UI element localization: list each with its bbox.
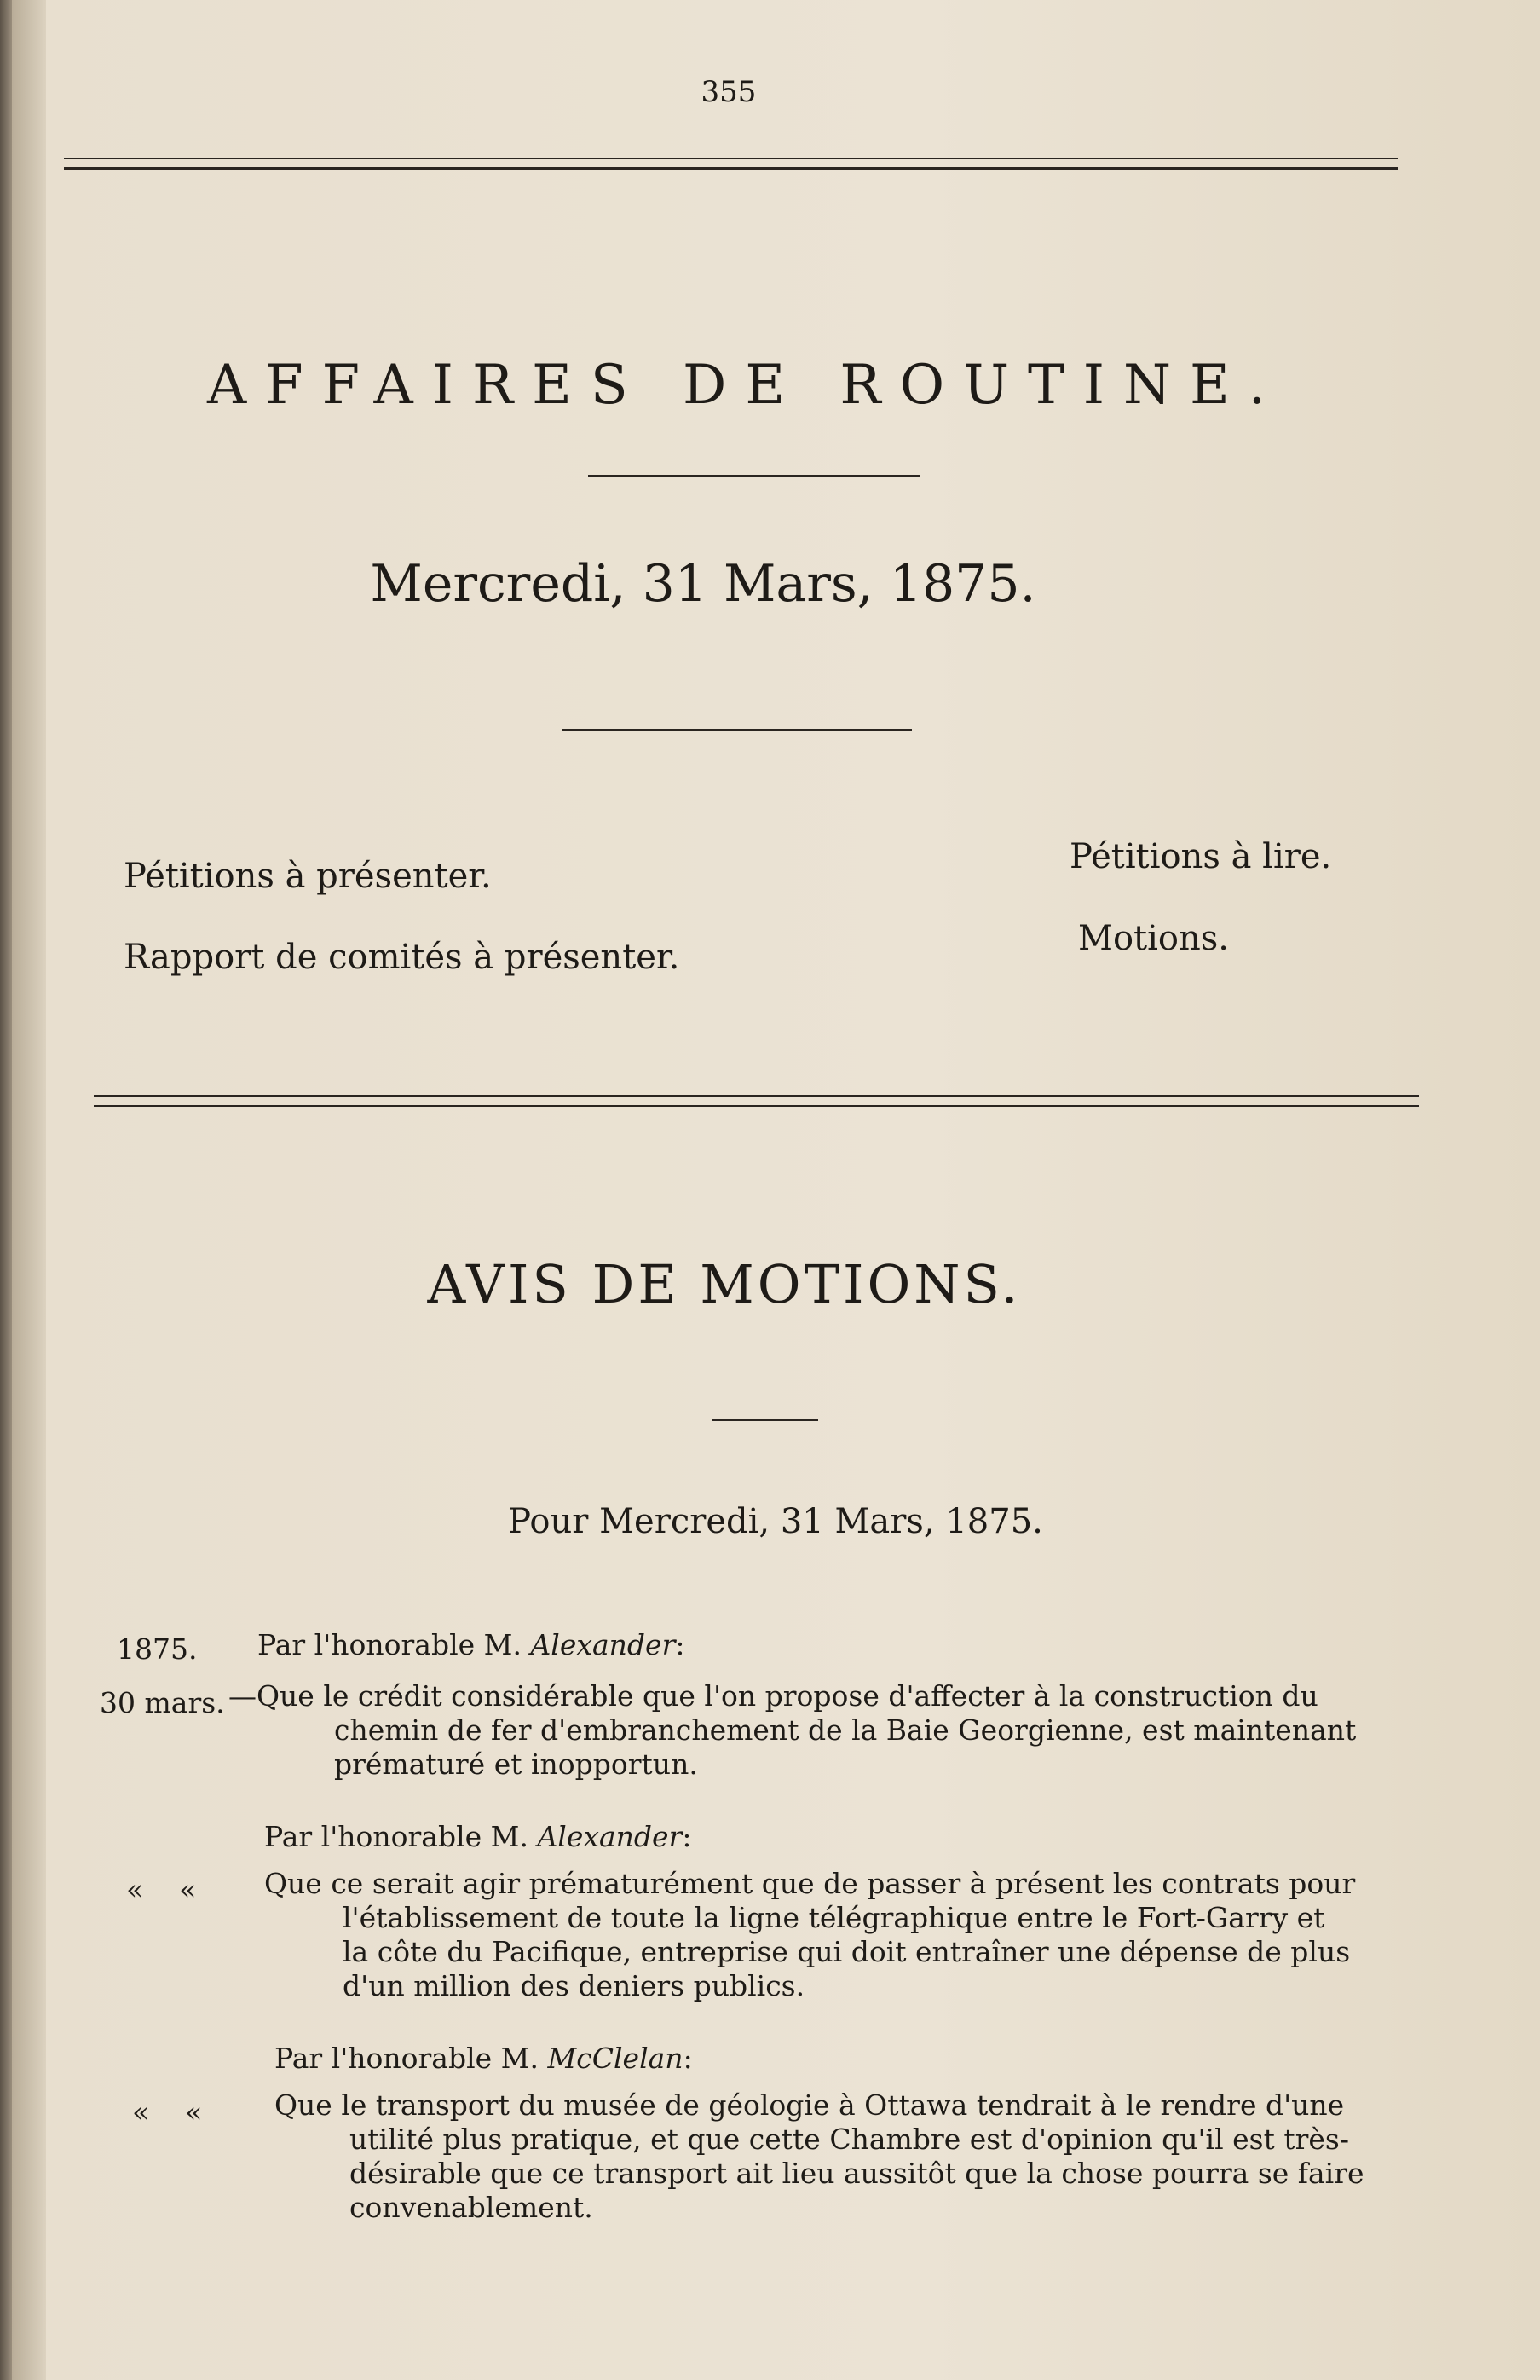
binding-shadow [12, 0, 46, 2380]
notices-year: 1875. [117, 1632, 198, 1666]
entry-2-by [264, 1820, 691, 1854]
entry-1-date: 30 mars. [100, 1686, 225, 1719]
entry-3-by [274, 2042, 693, 2076]
routine-right-item-2: Motions. [1078, 919, 1229, 958]
short-rule-3 [712, 1419, 818, 1421]
middle-rule-2 [94, 1105, 1419, 1107]
notices-date: Pour Mercredi, 31 Mars, 1875. [508, 1502, 1043, 1541]
entry-2-line-3: la côte du Pacifique, entreprise qui doit entraîner une dépense de plus [343, 1935, 1351, 1968]
routine-title: AFFAIRES DE ROUTINE. [206, 354, 1285, 417]
entry-3-by-name: McClelan [547, 2042, 683, 2075]
routine-left-item-2: Rapport de comités à présenter. [124, 938, 680, 977]
notices-title: AVIS DE MOTIONS. [427, 1253, 1022, 1315]
entry-2-date: « « [126, 1873, 197, 1906]
routine-left-item-1: Pétitions à présenter. [124, 857, 492, 896]
entry-1-by [257, 1628, 684, 1662]
short-rule-1 [588, 475, 920, 477]
entry-1-line-1: —Que le crédit considérable que l'on propose d'affecter à la construction du [228, 1679, 1318, 1713]
entry-1-by-name: Alexander [530, 1628, 676, 1661]
entry-3-line-2: utilité plus pratique, et que cette Chambre est d'opinion qu'il est très- [349, 2123, 1349, 2156]
entry-3-text [274, 2088, 1468, 2225]
entry-2-text [264, 1867, 1457, 2003]
middle-rule-1 [94, 1095, 1419, 1097]
entry-1-by-prefix: Par l'honorable M. [257, 1628, 522, 1661]
short-rule-2 [562, 729, 912, 731]
entry-2-by-name: Alexander [537, 1820, 683, 1853]
entry-3-line-1: Que le transport du musée de géologie à Ottawa tendrait à le rendre d'une [274, 2088, 1345, 2122]
top-rule-2 [64, 167, 1398, 170]
entry-2-by-suffix: : [682, 1820, 692, 1853]
entry-3-by-prefix: Par l'honorable M. [274, 2042, 539, 2075]
top-rule-1 [64, 158, 1398, 159]
entry-3-line-3: désirable que ce transport ait lieu aussitôt que la chose pourra se faire [349, 2157, 1364, 2190]
entry-2-by-prefix: Par l'honorable M. [264, 1820, 528, 1853]
book-binding [0, 0, 12, 2380]
routine-right-item-1: Pétitions à lire. [1070, 837, 1332, 876]
entry-1-line-2: chemin de fer d'embranchement de la Baie Georgienne, est maintenant [334, 1713, 1357, 1747]
routine-date: Mercredi, 31 Mars, 1875. [370, 554, 1036, 614]
page-number: 355 [701, 75, 757, 109]
entry-3-date: « « [132, 2095, 203, 2129]
entry-2-line-2: l'établissement de toute la ligne télégraphique entre le Fort-Garry et [343, 1901, 1325, 1934]
entry-2-line-1: Que ce serait agir prématurément que de passer à présent les contrats pour [264, 1867, 1356, 1900]
entry-1-text [228, 1679, 1456, 1782]
entry-1-line-3: prématuré et inopportun. [334, 1747, 698, 1781]
entry-3-line-4: convenablement. [349, 2191, 593, 2224]
entry-3-by-suffix: : [683, 2042, 693, 2075]
entry-2-line-4: d'un million des deniers publics. [343, 1969, 805, 2002]
entry-1-by-suffix: : [675, 1628, 685, 1661]
